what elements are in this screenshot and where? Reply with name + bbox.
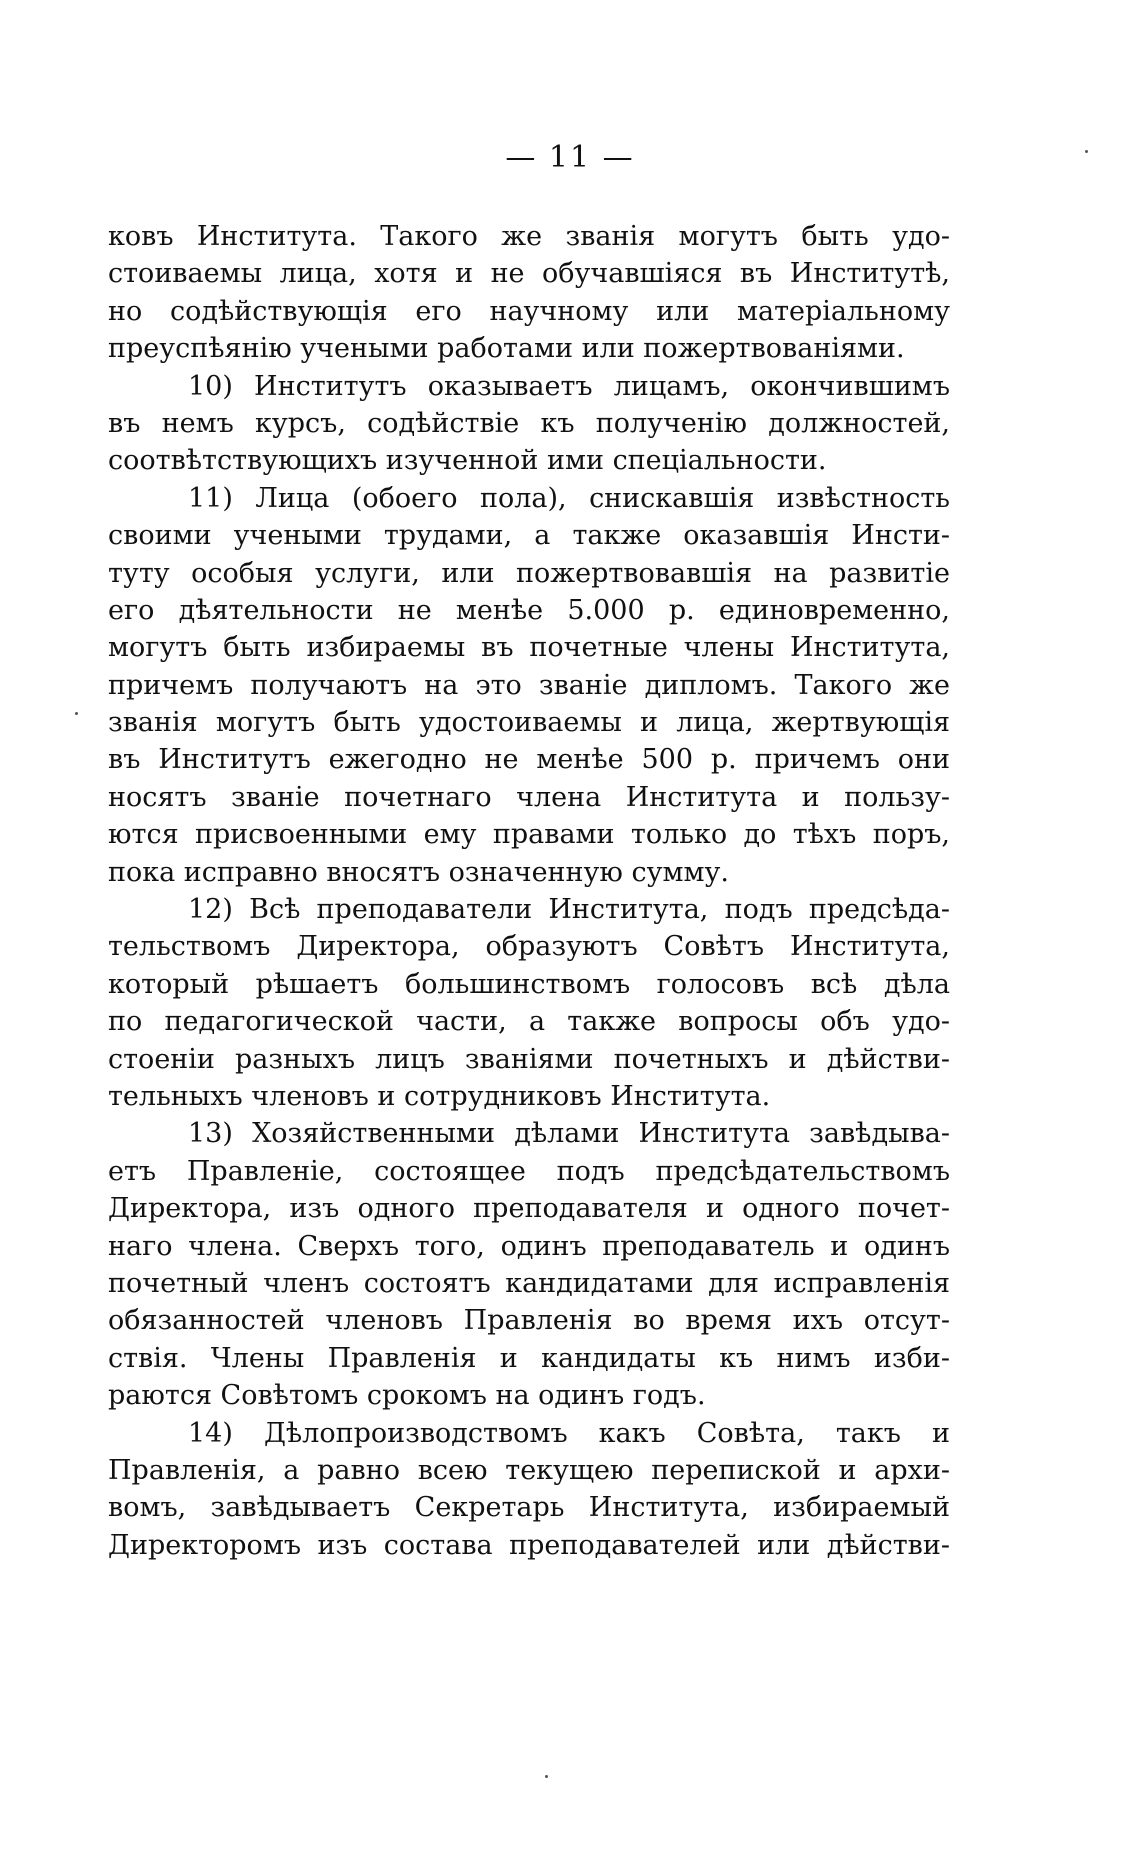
text-line: могутъ быть избираемы въ почетные члены Института, [108, 632, 950, 664]
text-line: стоиваемы лица, хотя и не обучавшіяся въ Институтѣ, [108, 258, 950, 290]
text-line: преуспѣянію учеными работами или пожертвованіями. [108, 333, 905, 365]
text-line: обязанностей членовъ Правленія во время ихъ отсут- [108, 1305, 950, 1337]
text-line: стоеніи разныхъ лицъ званіями почетныхъ и дѣйстви- [108, 1043, 950, 1075]
text-line: но содѣйствующія его научному или матеріальному [108, 295, 950, 327]
text-line: ются присвоенными ему правами только до тѣхъ поръ, [108, 819, 950, 851]
text-line: въ Институтъ ежегодно не менѣе 500 р. причемъ они [108, 744, 950, 776]
text-line: 13) Хозяйственными дѣлами Института завѣдыва- [188, 1118, 950, 1150]
body-text [108, 218, 950, 1564]
text-line: въ немъ курсъ, содѣйствіе къ полученію должностей, [108, 407, 950, 439]
text-line: ствія. Члены Правленія и кандидаты къ нимъ изби- [108, 1342, 950, 1374]
paper-speck [545, 1775, 548, 1778]
text-line: раются Совѣтомъ срокомъ на одинъ годъ. [108, 1380, 706, 1412]
text-line: по педагогической части, а также вопросы объ удо- [108, 1006, 950, 1038]
text-line: соотвѣтствующихъ изученной ими спеціальности. [108, 445, 827, 477]
text-line: 12) Всѣ преподаватели Института, подъ предсѣда- [188, 894, 950, 926]
text-line: званія могутъ быть удостоиваемы и лица, жертвующія [108, 707, 950, 739]
text-line: который рѣшаетъ большинствомъ голосовъ всѣ дѣла [108, 968, 950, 1000]
text-line: его дѣятельности не менѣе 5.000 р. единовременно, [108, 594, 950, 626]
text-line: наго члена. Сверхъ того, одинъ преподаватель и одинъ [108, 1230, 950, 1262]
page-number: — 11 — [505, 140, 635, 175]
text-line: причемъ получаютъ на это званіе дипломъ. Такого же [108, 669, 950, 701]
paper-speck [1085, 150, 1088, 153]
text-line: пока исправно вносятъ означенную сумму. [108, 856, 729, 888]
text-line: носятъ званіе почетнаго члена Института и пользу- [108, 781, 950, 813]
text-line: Директоромъ изъ состава преподавателей или дѣйстви- [108, 1529, 950, 1561]
text-line: 11) Лица (обоего пола), снискавшія извѣстность [188, 482, 950, 514]
text-line: тельствомъ Директора, образуютъ Совѣтъ Института, [108, 931, 950, 963]
text-line: вомъ, завѣдываетъ Секретарь Института, избираемый [108, 1492, 950, 1524]
text-line: своими учеными трудами, а также оказавшія Инсти- [108, 520, 950, 552]
text-line: етъ Правленіе, состоящее подъ предсѣдательствомъ [108, 1155, 950, 1187]
text-line: почетный членъ состоятъ кандидатами для исправленія [108, 1267, 950, 1299]
text-line: 14) Дѣлопроизводствомъ какъ Совѣта, такъ и [188, 1417, 950, 1449]
text-line: туту особыя услуги, или пожертвовавшія на развитіе [108, 557, 950, 589]
text-line: Правленія, а равно всею текущею перепиской и архи- [108, 1454, 950, 1486]
text-line: тельныхъ членовъ и сотрудниковъ Института. [108, 1080, 771, 1112]
text-line: Директора, изъ одного преподавателя и одного почет- [108, 1193, 950, 1225]
paper-speck [75, 712, 78, 715]
text-line: 10) Институтъ оказываетъ лицамъ, окончившимъ [188, 370, 950, 402]
text-line: ковъ Института. Такого же званія могутъ быть удо- [108, 221, 950, 252]
